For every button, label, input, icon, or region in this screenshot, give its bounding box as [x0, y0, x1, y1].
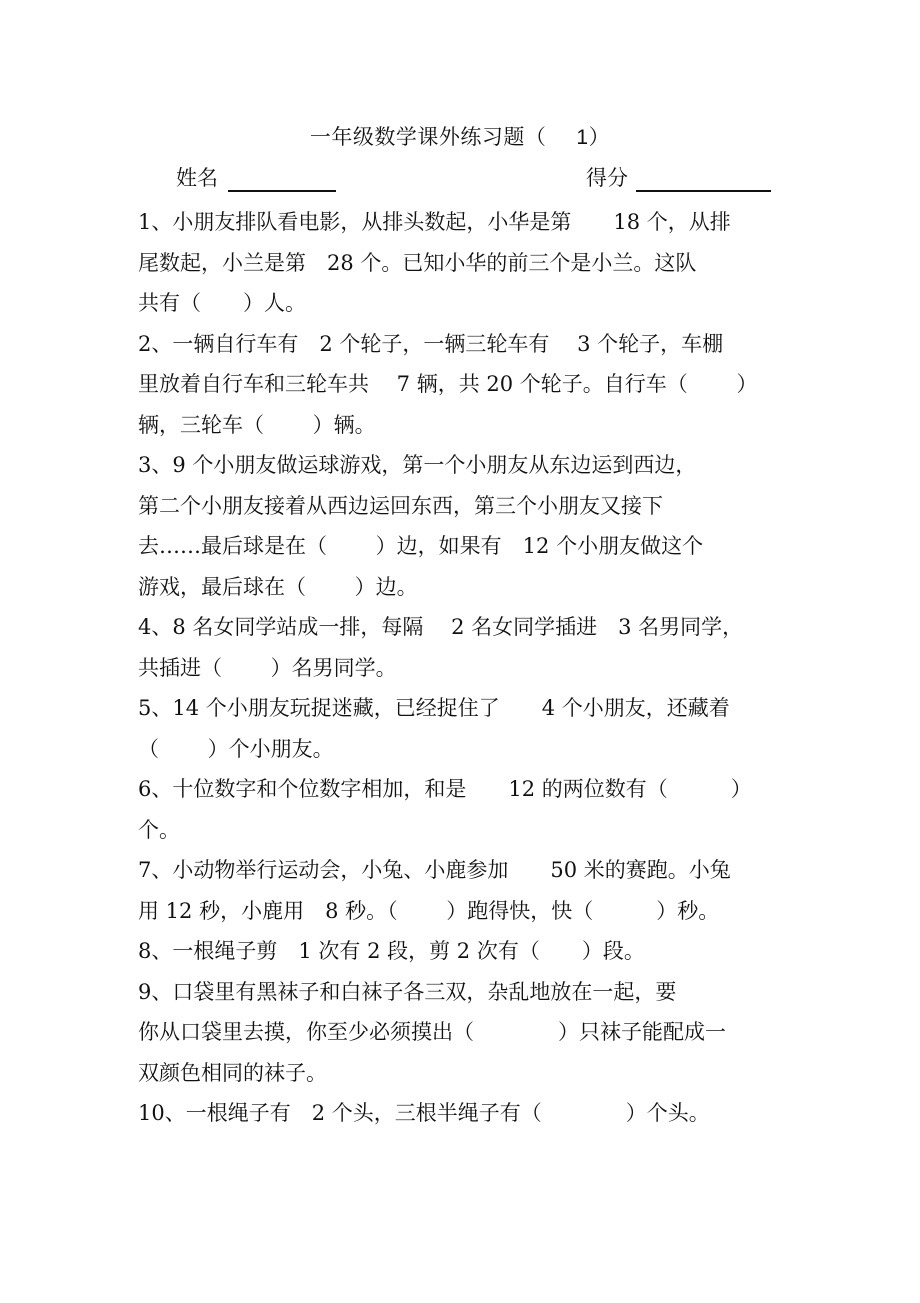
question-line: 辆，三轮车（ ）辆。 — [138, 412, 376, 437]
question-line: 5、14 个小朋友玩捉迷藏，已经捉住了 4 个小朋友，还藏着 — [138, 696, 730, 720]
name-label: 姓名 — [176, 166, 218, 190]
question-line: 6、十位数字和个位数字相加，和是 12 的两位数有（ ） — [138, 777, 752, 801]
question-line: 个。 — [138, 817, 180, 842]
question-line: 3、9 个小朋友做运球游戏，第一个小朋友从东边运到西边， — [138, 453, 697, 477]
question-5 — [138, 688, 788, 769]
question-line: 尾数起，小兰是第 28 个。已知小华的前三个是小兰。这队 — [138, 250, 697, 275]
question-line: （ ）个小朋友。 — [138, 736, 334, 761]
question-3 — [138, 445, 788, 607]
question-line: 第二个小朋友接着从西边运回东西，第三个小朋友又接下 — [138, 493, 663, 518]
title-text: 一年级数学课外练习题（ — [309, 125, 547, 149]
question-line: 里放着自行车和三轮车共 7 辆，共 20 个轮子。自行车（ ） — [138, 372, 758, 396]
question-line: 7、小动物举行运动会，小兔、小鹿参加 50 米的赛跑。小兔 — [138, 858, 731, 882]
question-2 — [138, 324, 788, 446]
student-info-row — [176, 162, 786, 196]
question-8 — [138, 931, 788, 972]
title-number: 1） — [576, 126, 611, 149]
question-line: 9、口袋里有黑袜子和白袜子各三双，杂乱地放在一起，要 — [138, 979, 677, 1004]
question-line: 共插进（ ）名男同学。 — [138, 655, 397, 680]
question-4 — [138, 607, 788, 688]
question-7 — [138, 850, 788, 931]
score-label: 得分 — [586, 166, 628, 190]
score-blank-line[interactable] — [636, 190, 771, 192]
question-6 — [138, 769, 788, 850]
question-line: 共有（ ）人。 — [138, 291, 306, 315]
question-line: 4、8 名女同学站成一排，每隔 2 名女同学插进 3 名男同学， — [138, 615, 744, 639]
question-9 — [138, 972, 788, 1094]
name-blank-line[interactable] — [228, 190, 336, 192]
question-line: 游戏，最后球在（ ）边。 — [138, 574, 418, 599]
question-line: 双颜色相同的袜子。 — [138, 1060, 327, 1085]
question-line: 8、一根绳子剪 1 次有 2 段，剪 2 次有（ ）段。 — [138, 939, 645, 963]
question-line: 1、小朋友排队看电影，从排头数起，小华是第 18 个，从排 — [138, 210, 731, 234]
question-line: 去……最后球是在（ ）边，如果有 12 个小朋友做这个 — [138, 534, 704, 558]
question-10 — [138, 1093, 788, 1134]
question-line: 2、一辆自行车有 2 个轮子，一辆三轮车有 3 个轮子，车棚 — [138, 331, 724, 356]
worksheet-title — [0, 122, 920, 153]
question-line: 你从口袋里去摸，你至少必须摸出（ ）只袜子能配成一 — [138, 1020, 726, 1044]
question-line: 10、一根绳子有 2 个头，三根半绳子有（ ）个头。 — [138, 1101, 710, 1125]
question-list — [138, 202, 788, 1134]
question-line: 用 12 秒，小鹿用 8 秒。（ ）跑得快，快（ ）秒。 — [138, 898, 720, 923]
question-1 — [138, 202, 788, 324]
